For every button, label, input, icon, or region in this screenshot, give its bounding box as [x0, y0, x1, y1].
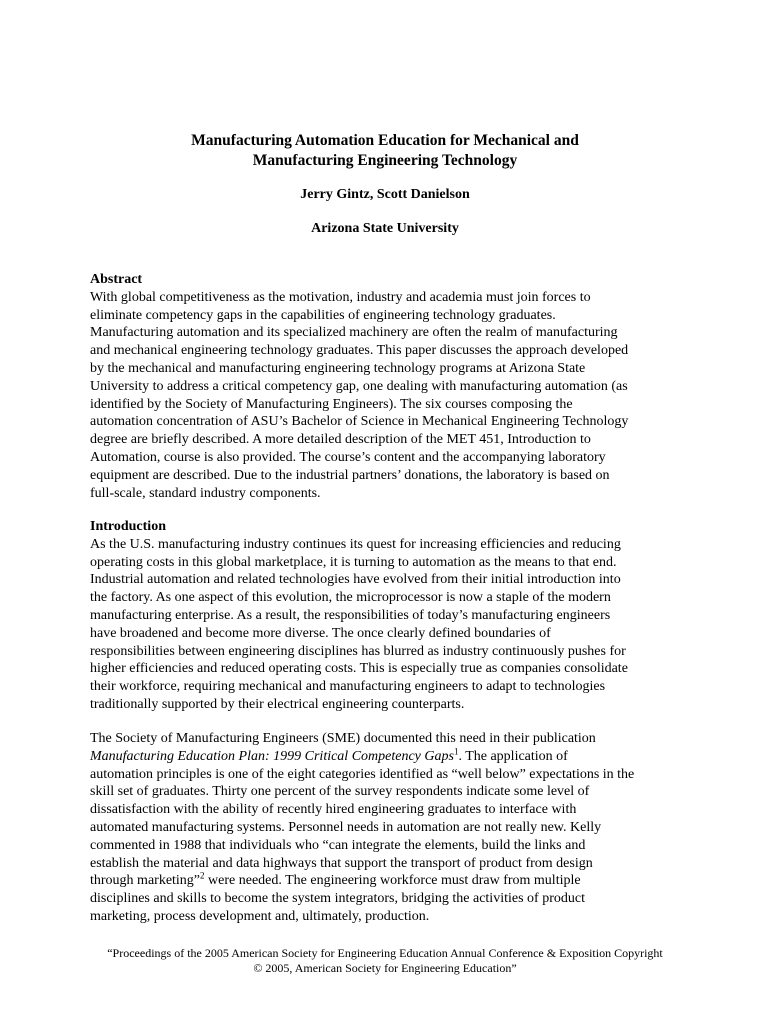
sme-paragraph [90, 730, 680, 926]
introduction-heading: Introduction [90, 519, 166, 534]
abstract-line: equipment are described. Due to the industrial partners’ donations, the laboratory is based on [90, 467, 610, 483]
reference-marker: 2 [200, 870, 205, 881]
introduction-line: As the U.S. manufacturing industry continues its quest for increasing efficiencies and reducing [90, 536, 621, 552]
abstract-line: University to address a critical competency gap, one dealing with manufacturing automation (as [90, 378, 628, 394]
abstract-line: eliminate competency gaps in the capabilities of engineering technology graduates. [90, 307, 556, 323]
abstract-heading: Abstract [90, 272, 143, 287]
introduction-line: have broadened and become more diverse. The once clearly defined boundaries of [90, 625, 551, 641]
sme-body [90, 730, 680, 926]
footer-line-2: © 2005, American Society for Engineering Education” [253, 961, 517, 975]
footer-line-1: “Proceedings of the 2005 American Society for Engineering Education Annual Conference & Exposition Copyright [107, 946, 663, 960]
sme-line: establish the material and data highways that support the transport of product from design [90, 855, 593, 871]
sme-line-text: through marketing” [90, 873, 201, 889]
reference-marker: 1 [453, 746, 459, 757]
sme-line: dissatisfaction with the ability of recently hired engineering graduates to interface with [90, 802, 577, 818]
publication-title: Manufacturing Education Plan: 1999 Critical Competency Gaps [90, 748, 454, 764]
abstract-section [90, 271, 680, 502]
sme-line [90, 872, 680, 890]
introduction-line: the factory. As one aspect of this evolution, the microprocessor is now a staple of the modern [90, 590, 611, 606]
sme-line: commented in 1988 that individuals who “can integrate the elements, build the links and [90, 837, 586, 853]
paper-authors: Jerry Gintz, Scott Danielson [300, 187, 470, 202]
paper-title-line-1: Manufacturing Automation Education for Mechanical and [191, 132, 579, 149]
paper-affiliation: Arizona State University [311, 221, 459, 236]
sme-line: disciplines and skills to become the system integrators, bridging the activities of product [90, 891, 585, 907]
abstract-body [90, 289, 680, 503]
sme-line-text: . The application of [458, 748, 568, 764]
sme-line [90, 748, 680, 766]
introduction-section [90, 518, 680, 714]
abstract-line: by the mechanical and manufacturing engineering technology programs at Arizona State [90, 360, 586, 376]
introduction-line: traditionally supported by their electrical engineering counterparts. [90, 696, 465, 712]
abstract-line: and mechanical engineering technology graduates. This paper discusses the approach developed [90, 343, 629, 359]
abstract-line: degree are briefly described. A more detailed description of the MET 451, Introduction to [90, 432, 591, 448]
paper-title [90, 131, 680, 171]
sme-line: automation principles is one of the eight categories identified as “well below” expectations in the [90, 766, 635, 782]
paper-title-line-2: Manufacturing Engineering Technology [252, 152, 518, 169]
abstract-line: With global competitiveness as the motivation, industry and academia must join forces to [90, 289, 591, 305]
sme-line: marketing, process development and, ultimately, production. [90, 908, 430, 924]
introduction-line: responsibilities between engineering disciplines has blurred as industry continuously pushes for [90, 643, 626, 659]
abstract-line: Manufacturing automation and its specialized machinery are often the realm of manufacturing [90, 325, 618, 341]
introduction-line: their workforce, requiring mechanical and manufacturing engineers to adapt to technologies [90, 679, 606, 695]
sme-line: skill set of graduates. Thirty one percent of the survey respondents indicate some level of [90, 784, 590, 800]
introduction-line: Industrial automation and related technologies have evolved from their initial introduction into [90, 572, 621, 588]
abstract-line: automation concentration of ASU’s Bachelor of Science in Mechanical Engineering Technology [90, 414, 629, 430]
introduction-line: higher efficiencies and reduced operating costs. This is especially true as companies consolidate [90, 661, 628, 677]
abstract-line: identified by the Society of Manufacturing Engineers). The six courses composing the [90, 396, 573, 412]
introduction-line: operating costs in this global marketplace, it is turning to automation as the means to that end. [90, 554, 617, 570]
sme-line-text: were needed. The engineering workforce must draw from multiple [204, 873, 581, 889]
page-footer [90, 946, 680, 976]
sme-line: automated manufacturing systems. Personnel needs in automation are not really new. Kelly [90, 819, 602, 835]
paper-page [90, 0, 680, 1024]
abstract-line: full-scale, standard industry components. [90, 485, 321, 501]
introduction-line: manufacturing enterprise. As a result, the responsibilities of today’s manufacturing engineers [90, 607, 611, 623]
introduction-body [90, 536, 680, 714]
sme-line: The Society of Manufacturing Engineers (SME) documented this need in their publication [90, 731, 596, 746]
abstract-line: Automation, course is also provided. The course’s content and the accompanying laboratory [90, 449, 606, 465]
